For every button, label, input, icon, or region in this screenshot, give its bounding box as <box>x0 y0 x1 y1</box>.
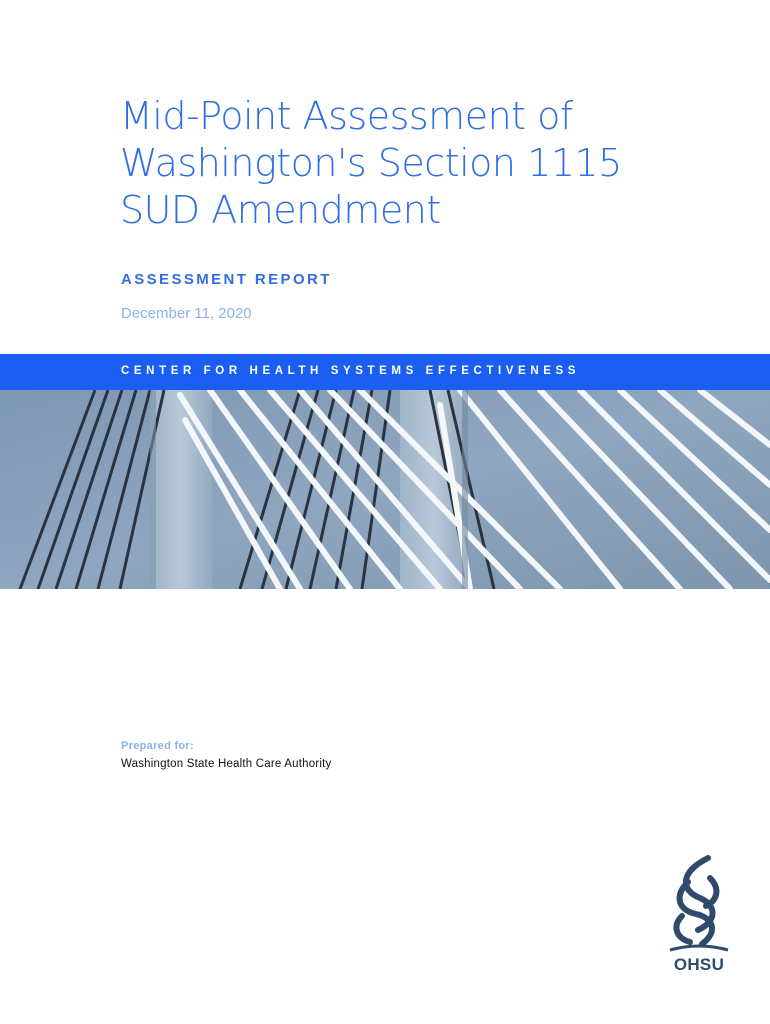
report-title <box>120 93 720 234</box>
prepared-for-recipient: Washington State Health Care Authority <box>121 758 332 770</box>
report-type: ASSESSMENT REPORT <box>121 271 332 288</box>
prepared-for-label: Prepared for: <box>121 740 194 752</box>
title-line-1: Mid-Point Assessment of <box>120 94 573 138</box>
title-line-2: Washington's Section 1115 <box>120 141 622 185</box>
ohsu-wordmark: OHSU <box>673 955 725 974</box>
center-banner <box>0 354 770 390</box>
title-line-3: SUD Amendment <box>120 188 441 232</box>
center-name: CENTER FOR HEALTH SYSTEMS EFFECTIVENESS <box>121 365 581 377</box>
report-date: December 11, 2020 <box>121 305 252 322</box>
bridge-cables-image <box>0 390 770 589</box>
bridge-tower-left <box>150 390 212 589</box>
